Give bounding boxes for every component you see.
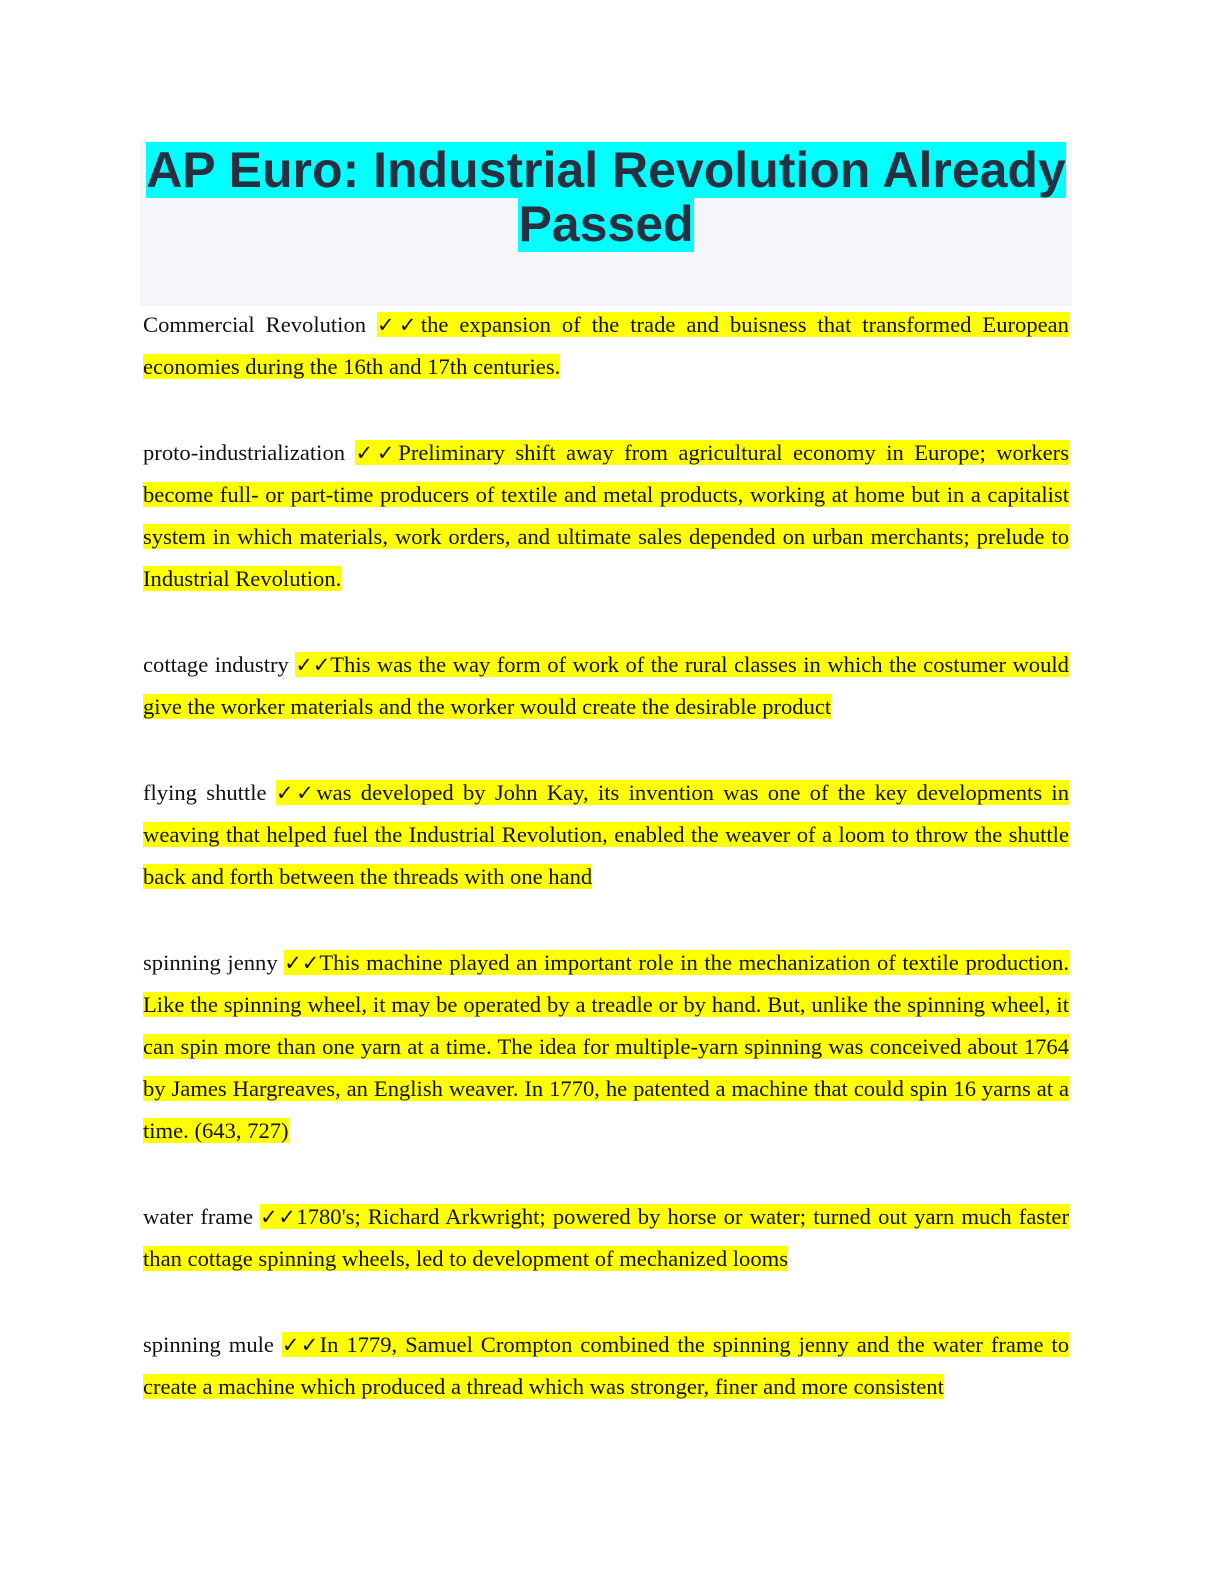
term-label: cottage industry — [143, 652, 289, 677]
term-label: proto-industrialization — [143, 440, 346, 465]
term-label: water frame — [143, 1204, 254, 1229]
definition-text: This machine played an important role in the mechanization of textile production. Like the spinning wheel, it may be operated by a treadle or by hand. But, unlike the spinning wheel, it can spin more than one yarn at a time. The idea for multiple-yarn spinning was conceived about 1764 by James Hargreaves, an English weaver. In 1770, he patented a machine that could spin 16 yarns at a time. (643, 727) — [143, 950, 1069, 1143]
double-check-icon: ✓✓ — [295, 653, 331, 677]
double-check-icon: ✓✓ — [281, 1333, 320, 1357]
definition-text: the expansion of the trade and buisness that transformed European economies during the 16th and 17th centuries. — [143, 312, 1069, 379]
flashcard-entry-spinning-mule — [143, 1324, 1069, 1408]
flashcard-entry-commercial-revolution — [143, 304, 1069, 388]
double-check-icon: ✓✓ — [355, 441, 399, 465]
flashcard-list — [143, 304, 1069, 1408]
term-label: flying shuttle — [143, 780, 267, 805]
term-label: spinning mule — [143, 1332, 274, 1357]
definition-text: Preliminary shift away from agricultural economy in Europe; workers become full- or part-time producers of textile and metal products, working at home but in a capitalist system in which materials, work orders, and ultimate sales depended on urban merchants; prelude to Industrial Revolution. — [143, 440, 1069, 591]
page-title — [140, 141, 1072, 251]
flashcard-entry-proto-industrialization — [143, 432, 1069, 600]
term-label: Commercial Revolution — [143, 312, 367, 337]
term-label: spinning jenny — [143, 950, 278, 975]
definition-text: 1780's; Richard Arkwright; powered by horse or water; turned out yarn much faster than cottage spinning wheels, led to development of mechanized looms — [143, 1204, 1069, 1271]
flashcard-entry-water-frame — [143, 1196, 1069, 1280]
flashcard-entry-spinning-jenny — [143, 942, 1069, 1152]
definition-text: was developed by John Kay, its invention was one of the key developments in weaving that helped fuel the Industrial Revolution, enabled the weaver of a loom to throw the shuttle back and forth between the threads with one hand — [143, 780, 1069, 889]
double-check-icon: ✓✓ — [377, 313, 421, 337]
title-block — [140, 141, 1072, 306]
double-check-icon: ✓✓ — [284, 951, 320, 975]
flashcard-entry-cottage-industry — [143, 644, 1069, 728]
definition-text: In 1779, Samuel Crompton combined the spinning jenny and the water frame to create a machine which produced a thread which was stronger, finer and more consistent — [143, 1332, 1069, 1399]
flashcard-entry-flying-shuttle — [143, 772, 1069, 898]
double-check-icon: ✓✓ — [275, 781, 317, 805]
double-check-icon: ✓✓ — [260, 1205, 297, 1229]
page-title-text: AP Euro: Industrial Revolution Already Passed — [146, 142, 1066, 252]
definition-text: This was the way form of work of the rural classes in which the costumer would give the worker materials and the worker would create the desirable product — [143, 652, 1069, 719]
